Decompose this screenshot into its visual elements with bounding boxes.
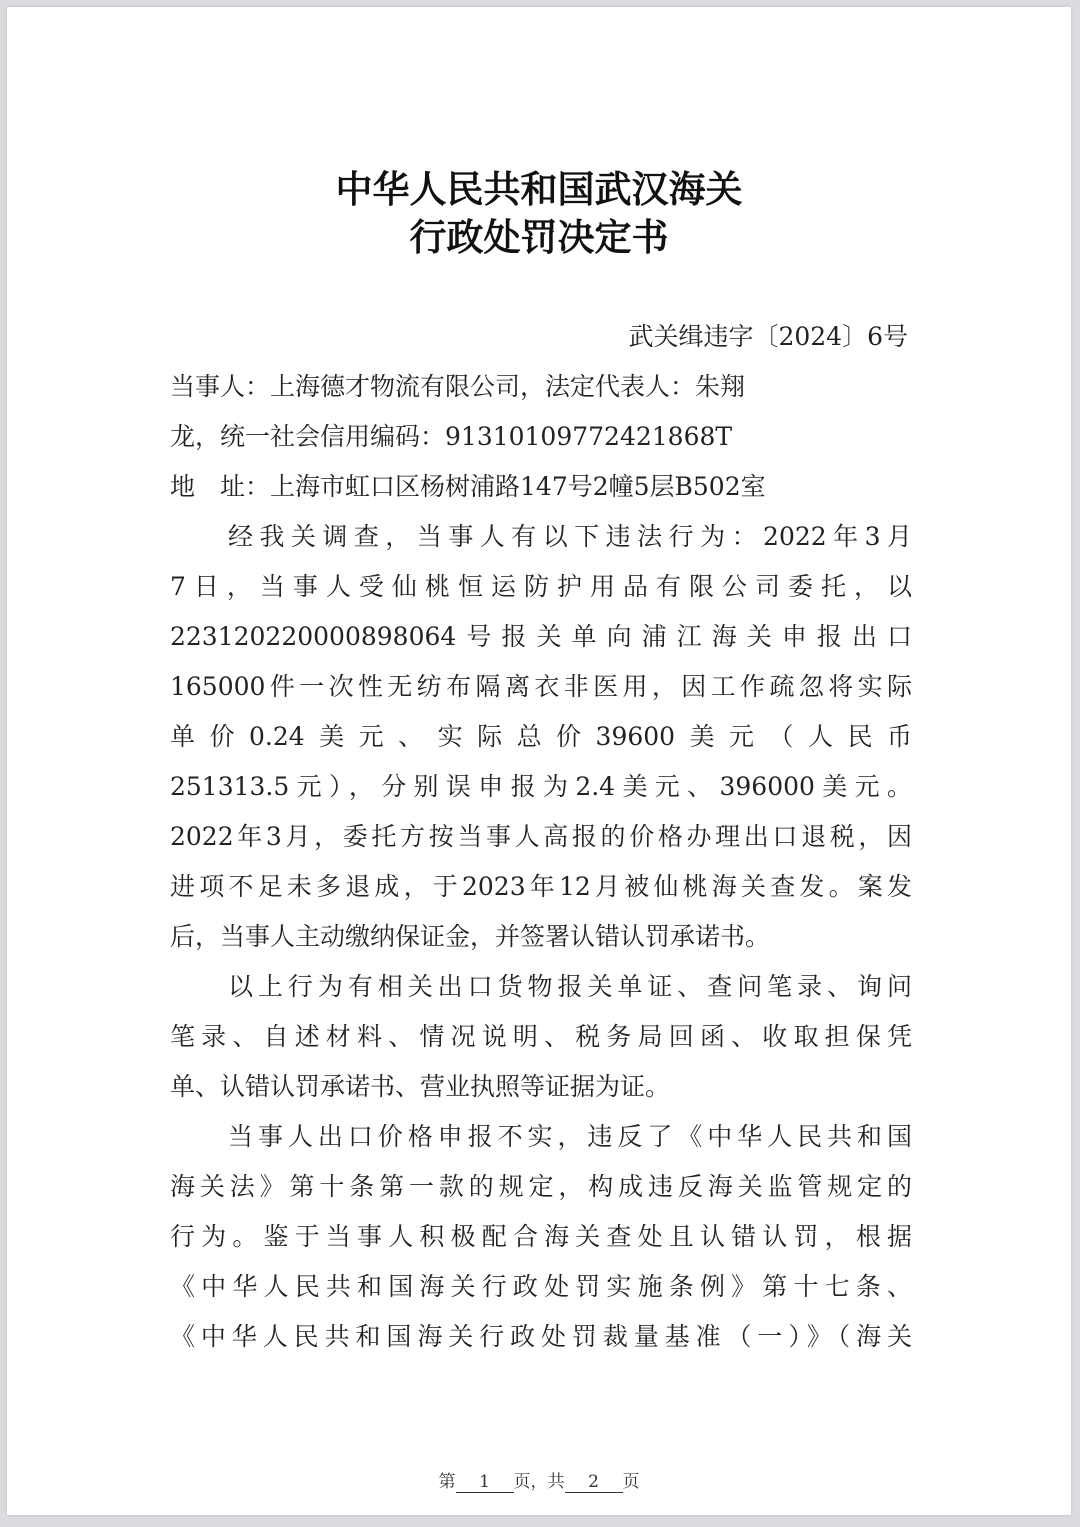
paragraph-2-line-3: 单、认错认罚承诺书、营业执照等证据为证。 (170, 1072, 671, 1101)
paragraph-1-line-4: 165000件一次性无纺布隔离衣非医用，因工作疏忽将实际 (170, 672, 912, 701)
paragraph-3-line-5: 《中华人民共和国海关行政处罚裁量基准（一）》（海关 (170, 1322, 912, 1351)
paragraph-1-line-9: 后，当事人主动缴纳保证金，并签署认错认罚承诺书。 (170, 922, 771, 951)
party-line-2: 龙，统一社会信用编码：91310109772421868T (170, 422, 733, 451)
paragraph-2-line-1: 以上行为有相关出口货物报关单证、查问笔录、询问 (228, 972, 912, 1001)
footer-prefix: 第 (438, 1472, 456, 1492)
paragraph-1-line-2: 7日，当事人受仙桃恒运防护用品有限公司委托，以 (170, 572, 912, 601)
paragraph-3-line-2: 海关法》第十条第一款的规定，构成违反海关监管规定的 (170, 1172, 912, 1201)
paragraph-1-line-8: 进项不足未多退成，于2023年12月被仙桃海关查发。案发 (170, 872, 912, 901)
document-number: 武关缉违字〔2024〕6号 (628, 322, 908, 351)
paragraph-2-line-2: 笔录、自述材料、情况说明、税务局回函、收取担保凭 (170, 1022, 912, 1051)
address-line: 地 址：上海市虹口区杨树浦路147号2幢5层B502室 (170, 472, 766, 501)
paragraph-3-line-4: 《中华人民共和国海关行政处罚实施条例》第十七条、 (170, 1272, 912, 1301)
footer-middle: 页，共 (513, 1472, 565, 1492)
total-pages-number: 2 (565, 1472, 623, 1493)
document-page (7, 7, 1071, 1515)
paragraph-1-line-7: 2022年3月，委托方按当事人高报的价格办理出口退税，因 (170, 822, 912, 851)
page-footer (7, 1467, 1071, 1493)
paragraph-3-line-1: 当事人出口价格申报不实，违反了《中华人民共和国 (228, 1122, 912, 1151)
party-line-1: 当事人：上海德才物流有限公司，法定代表人：朱翔 (170, 372, 746, 401)
current-page-number: 1 (456, 1472, 514, 1493)
paragraph-3-line-3: 行为。鉴于当事人积极配合海关查处且认错认罚，根据 (170, 1222, 912, 1251)
document-title-line1: 中华人民共和国武汉海关 (335, 167, 743, 211)
paragraph-1-line-6: 251313.5元），分别误申报为2.4美元、396000美元。 (170, 772, 912, 801)
paragraph-1-line-5: 单价0.24美元、实际总价39600美元（人民币 (170, 722, 912, 751)
paragraph-1-line-3: 223120220000898064号报关单向浦江海关申报出口 (170, 622, 912, 651)
document-title-line2: 行政处罚决定书 (409, 215, 669, 259)
paragraph-1-line-1: 经我关调查，当事人有以下违法行为：2022年3月 (228, 522, 912, 551)
footer-suffix: 页 (622, 1472, 640, 1492)
